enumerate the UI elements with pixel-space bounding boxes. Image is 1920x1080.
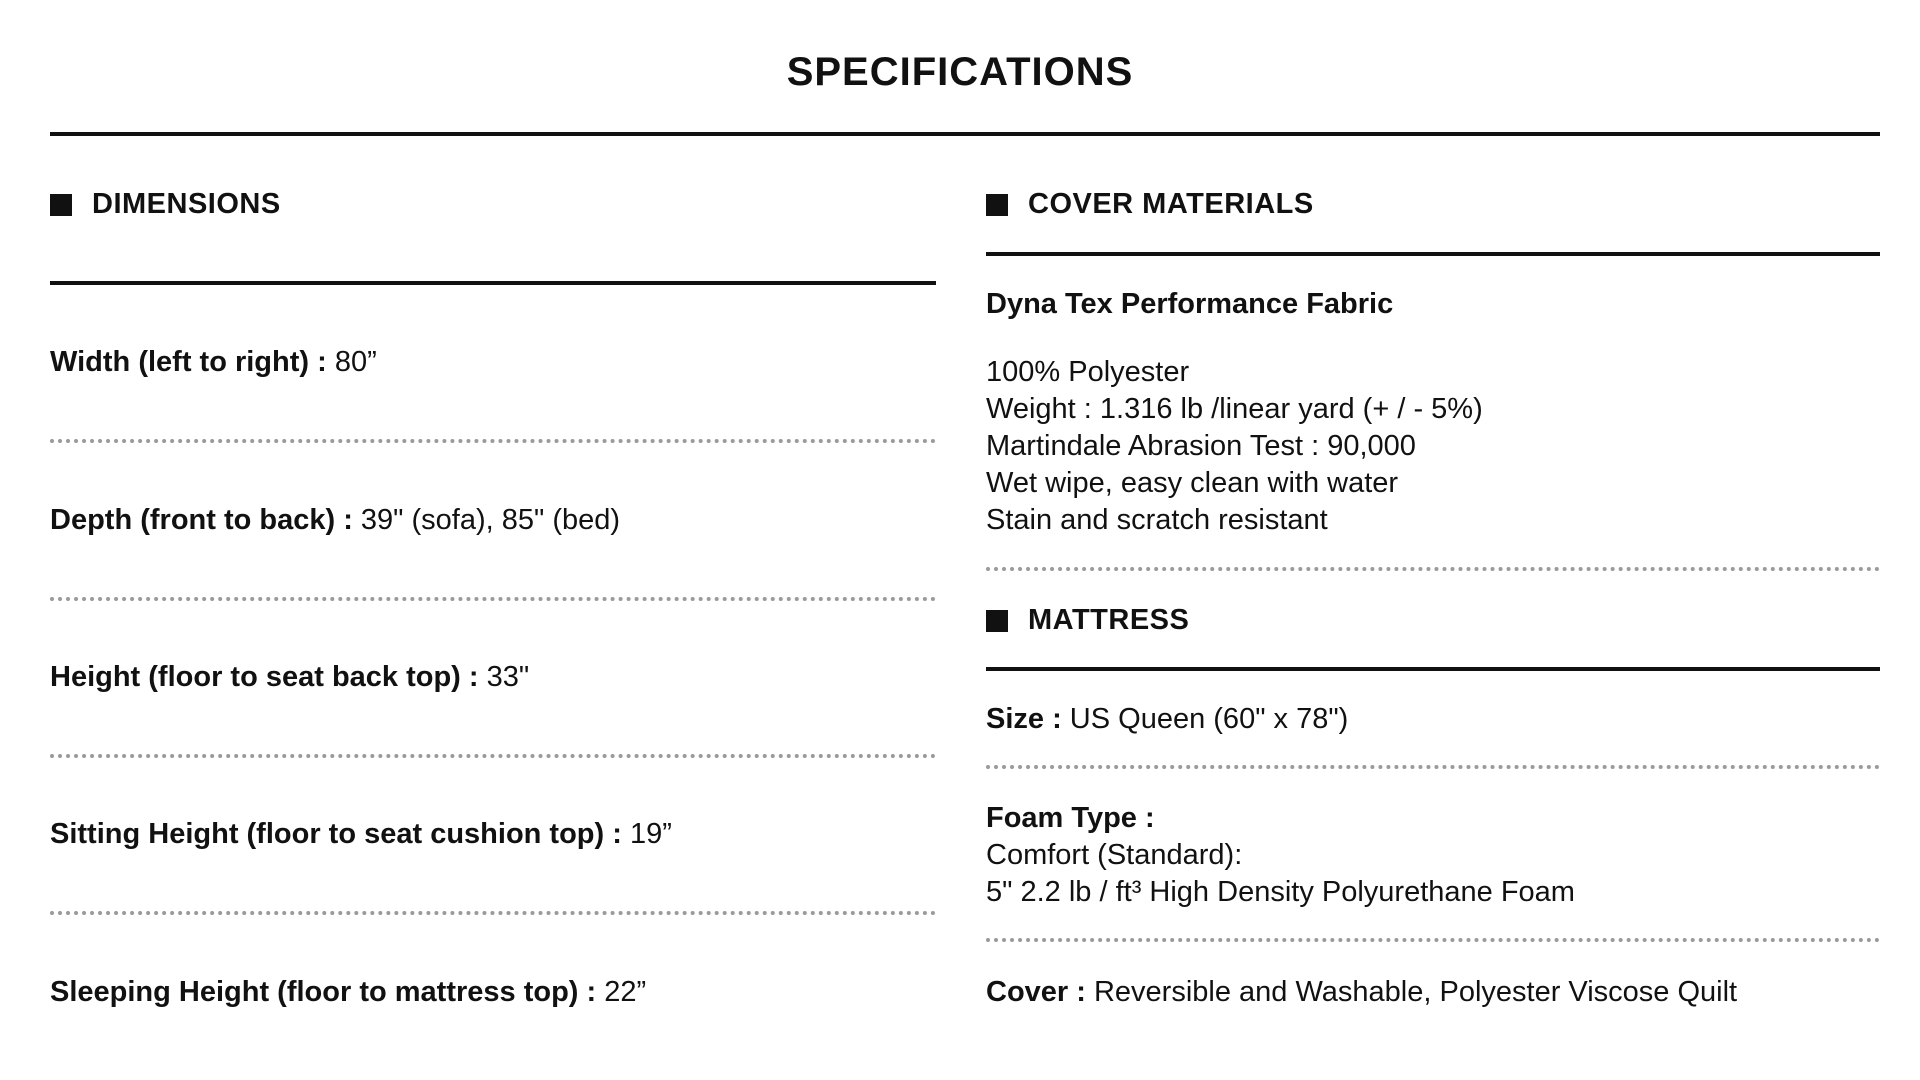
- dotted-divider: [986, 567, 1880, 571]
- spec-value: 33": [478, 661, 530, 693]
- spec-value: 39" (sofa), 85" (bed): [352, 504, 621, 536]
- foam-type-line: Comfort (Standard):: [986, 839, 1243, 871]
- spec-label: Cover :: [986, 976, 1086, 1008]
- dimensions-heading: [50, 188, 281, 221]
- dotted-divider: [50, 439, 936, 443]
- spec-value: 19”: [621, 818, 672, 850]
- spec-value: Reversible and Washable, Polyester Viscose Quilt: [1085, 976, 1738, 1008]
- dimensions-divider: [50, 281, 936, 285]
- spec-height: [50, 661, 529, 694]
- title-divider: [50, 132, 1880, 136]
- foam-type-line: 5" 2.2 lb / ft³ High Density Polyurethane Foam: [986, 876, 1575, 908]
- spec-label: Height (floor to seat back top) :: [50, 661, 479, 693]
- spec-label: Sitting Height (floor to seat cushion top) :: [50, 818, 622, 850]
- spec-mattress-size: [986, 703, 1348, 736]
- spec-mattress-cover: [986, 976, 1737, 1009]
- square-bullet-icon: [986, 610, 1008, 632]
- cover-materials-heading: [986, 188, 1314, 221]
- page-title: SPECIFICATIONS: [786, 50, 1134, 94]
- cover-materials-divider: [986, 252, 1880, 256]
- foam-type-label: Foam Type :: [986, 802, 1155, 834]
- spec-value: US Queen (60" x 78"): [1061, 703, 1349, 735]
- square-bullet-icon: [986, 194, 1008, 216]
- dotted-divider: [986, 938, 1880, 942]
- spec-label: Width (left to right) :: [50, 346, 327, 378]
- dotted-divider: [50, 911, 936, 915]
- fabric-detail: Weight : 1.316 lb /linear yard (+ / - 5%): [986, 393, 1483, 425]
- spec-value: 22”: [596, 976, 647, 1008]
- fabric-name: Dyna Tex Performance Fabric: [986, 288, 1394, 320]
- mattress-divider: [986, 667, 1880, 671]
- spec-label: Depth (front to back) :: [50, 504, 353, 536]
- fabric-detail: Stain and scratch resistant: [986, 504, 1328, 536]
- spec-label: Sleeping Height (floor to mattress top) :: [50, 976, 597, 1008]
- fabric-detail: Martindale Abrasion Test : 90,000: [986, 430, 1416, 462]
- dotted-divider: [50, 754, 936, 758]
- spec-label: Size :: [986, 703, 1062, 735]
- fabric-detail: Wet wipe, easy clean with water: [986, 467, 1399, 499]
- dimensions-heading-text: DIMENSIONS: [92, 188, 281, 220]
- cover-materials-heading-text: COVER MATERIALS: [1028, 188, 1314, 220]
- square-bullet-icon: [50, 194, 72, 216]
- mattress-heading: [986, 604, 1189, 637]
- fabric-detail: 100% Polyester: [986, 356, 1190, 388]
- spec-sitting-height: [50, 818, 672, 851]
- spec-depth: [50, 504, 620, 537]
- spec-width: [50, 346, 377, 379]
- dotted-divider: [50, 597, 936, 601]
- dotted-divider: [986, 765, 1880, 769]
- mattress-heading-text: MATTRESS: [1028, 604, 1190, 636]
- spec-value: 80”: [326, 346, 377, 378]
- spec-sleeping-height: [50, 976, 646, 1009]
